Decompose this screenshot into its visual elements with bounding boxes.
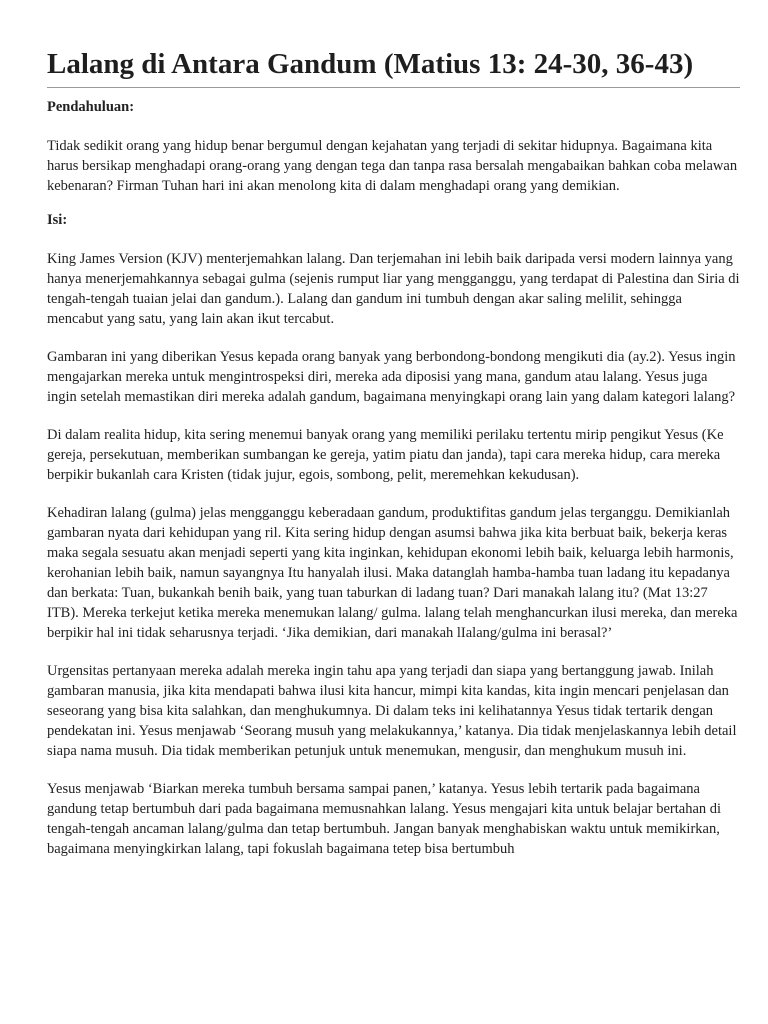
body-paragraph-6: Yesus menjawab ‘Biarkan mereka tumbuh bersama sampai panen,’ katanya. Yesus lebih tertarik pada bagaimana gandung tetap bertumbuh dari pada bagaimana memusnahkan lalang. Yesus mengajari kita untuk belajar bertahan di tengah-tengah ancaman lalang/gulma dan tetap bertumbuh. Jangan banyak menghabiskan waktu untuk memikirkan, bagaimana menyingkirkan lalang, tapi fokuslah bagaimana tetep bisa bertumbuh <box>47 781 722 857</box>
body-paragraph-2: Gambaran ini yang diberikan Yesus kepada orang banyak yang berbondong-bondong mengikuti dia (ay.2). Yesus ingin mengajarkan mereka untuk mengintrospeksi diri, mereka ada diposisi yang mana, gandum atau lalang. Yesus juga ingin setelah memastikan diri mereka adalah gandum, bagaimana menyingkapi orang lain yang dalam kategori lalang? <box>47 349 736 405</box>
intro-heading: Pendahuluan: <box>47 99 135 115</box>
body-paragraph-4: Kehadiran lalang (gulma) jelas mengganggu keberadaan gandum, produktifitas gandum jelas terganggu. Demikianlah gambaran nyata dari kehidupan yang ril. Kita sering hidup dengan asumsi bahwa jika kita berbuat baik, bekerja keras maka segala sesuatu akan menjadi seperti yang kita inginkan, kehidupan ekonomi lebih baik, keluarga lebih harmonis, kerohanian lebih baik, namun sayangnya Itu hanyalah ilusi. Maka datanglah hamba-hamba tuan ladang itu kepadanya dan berkata: Tuan, bukankah benih baik, yang tuan taburkan di ladang tuan? Dari manakah lalang itu? (Mat 13:27 ITB). Mereka terkejut ketika mereka menemukan lalang/ gulma. lalang telah menghancurkan ilusi mereka, dan mereka berpikir hal ini tidak seharusnya terjadi. ‘Jika demikian, dari manakah lIalang/gulma ini berasal?’ <box>47 505 738 641</box>
body-heading: Isi: <box>47 212 68 228</box>
intro-paragraph: Tidak sedikit orang yang hidup benar bergumul dengan kejahatan yang terjadi di sekitar hidupnya. Bagaimana kita harus bersikap menghadapi orang-orang yang dengan tega dan tanpa rasa bersalah mengabaikan bahkan coba melawan kebenaran? Firman Tuhan hari ini akan menolong kita di dalam menghadapi orang yang demikian. <box>47 138 738 194</box>
body-paragraph-3: Di dalam realita hidup, kita sering menemui banyak orang yang memiliki perilaku tertentu mirip pengikut Yesus (Ke gereja, persekutuan, memberikan sumbangan ke gereja, yatim piatu dan janda), tapi cara mereka hidup, cara mereka berpikir bukanlah cara Kristen (tidak jujur, egois, sombong, pelit, meremehkan kekudusan). <box>47 427 724 483</box>
body-paragraph-5: Urgensitas pertanyaan mereka adalah mereka ingin tahu apa yang terjadi dan siapa yang bertanggung jawab. Inilah gambaran manusia, jika kita mendapati bahwa ilusi kita hancur, mimpi kita kandas, kita ingin mencari penjelasan dan seseorang yang bisa kita salahkan, dan menghukumnya. Di dalam teks ini kelihatannya Yesus tidak tertarik dengan pendekatan ini. Yesus menjawab ‘Seorang musuh yang melakukannya,’ katanya. Dia tidak menjelaskannya lebih detail siapa nama musuh. Dia tidak memberikan petunjuk untuk menemukan, mengusir, dan menghukum musuh ini. <box>47 663 737 759</box>
document-title: Lalang di Antara Gandum (Matius 13: 24-30, 36-43) <box>47 48 694 80</box>
title-divider <box>47 87 740 88</box>
body-paragraph-1: King James Version (KJV) menterjemahkan lalang. Dan terjemahan ini lebih baik daripada versi modern lainnya yang hanya menerjemahkannya sebagai gulma (sejenis rumput liar yang mengganggu, yang terdapat di Palestina dan Siria di tengah-tengah tuaian jelai dan gandum.). Lalang dan gandum ini tumbuh dengan akar saling melilit, sehingga mencabut yang satu, yang lain akan ikut tercabut. <box>47 251 740 327</box>
